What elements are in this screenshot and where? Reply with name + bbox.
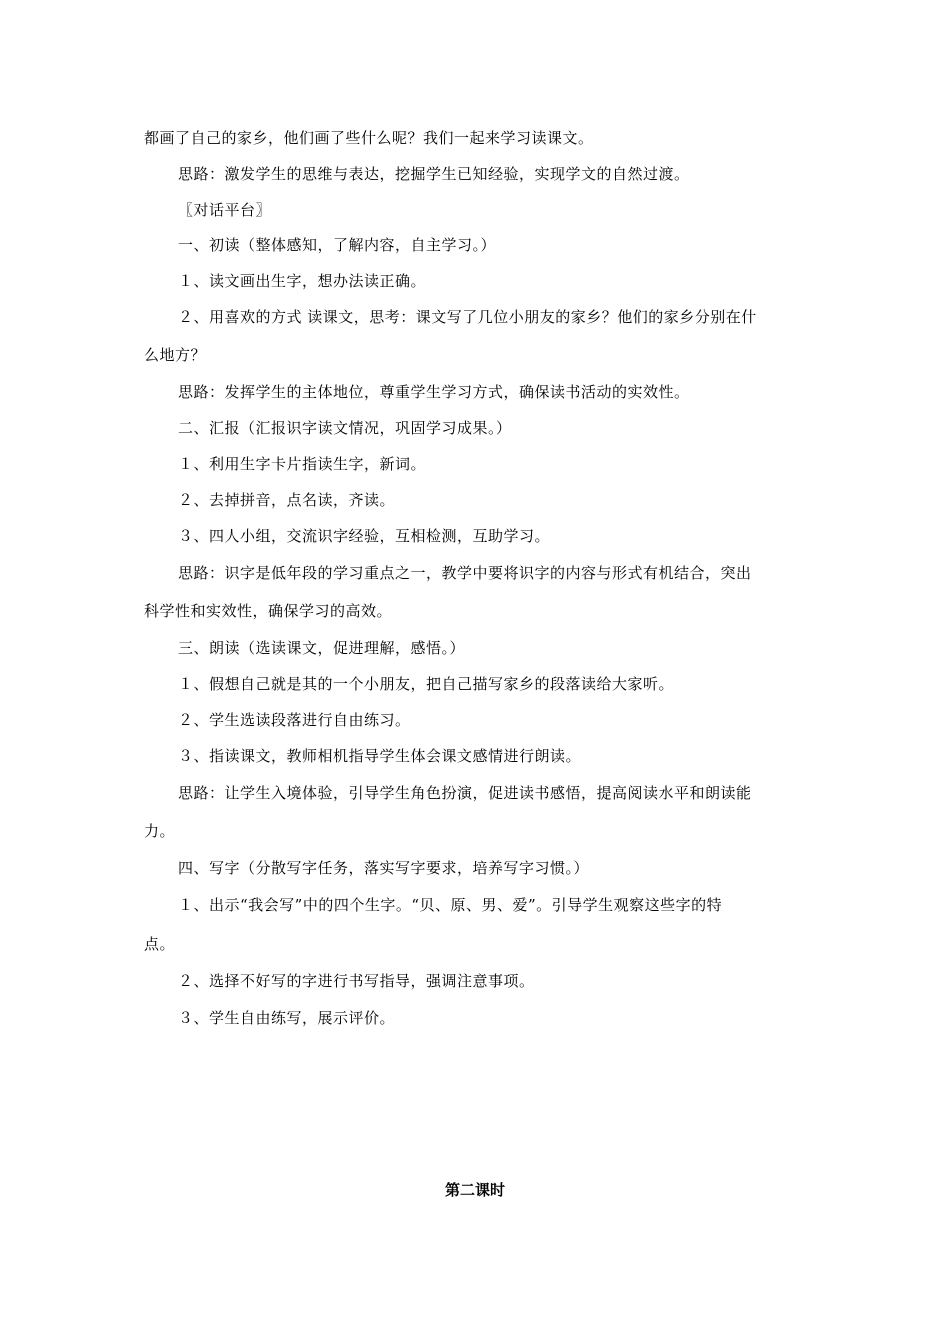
paragraph-line: 四、写字（分散写字任务，落实写字要求，培养写字习惯。）	[178, 859, 590, 877]
paragraph-line: 二、汇报（汇报识字读文情况，巩固学习成果。）	[178, 419, 512, 437]
section-heading: 第二课时	[444, 1181, 505, 1199]
paragraph-line: 思路：发挥学生的主体地位，尊重学生学习方式，确保读书活动的实效性。	[178, 383, 690, 401]
paragraph-line: ２、选择不好写的字进行书写指导，强调注意事项。	[178, 972, 535, 990]
paragraph-line: ３、指读课文，教师相机指导学生体会课文感情进行朗读。	[178, 747, 582, 765]
paragraph-line: 思路：让学生入境体验，引导学生角色扮演，促进读书感悟，提高阅读水平和朗读能	[178, 784, 752, 802]
paragraph-line: 一、初读（整体感知，了解内容，自主学习。）	[178, 236, 497, 254]
paragraph-line: ３、四人小组，交流识字经验，互相检测，互助学习。	[178, 527, 551, 545]
paragraph-line: 〖对话平台〗	[178, 201, 272, 219]
paragraph-line: ２、学生选读段落进行自由练习。	[178, 711, 411, 729]
paragraph-line: 都画了自己的家乡，他们画了些什么呢？我们一起来学习读课文。	[144, 129, 594, 147]
paragraph-line: ２、去掉拼音，点名读，齐读。	[178, 491, 396, 509]
paragraph-line: １、假想自己就是其的一个小朋友，把自己描写家乡的段落读给大家听。	[178, 675, 675, 693]
paragraph-line: 思路：激发学生的思维与表达，挖掘学生已知经验，实现学文的自然过渡。	[178, 165, 690, 183]
paragraph-line: 科学性和实效性，确保学习的高效。	[144, 602, 393, 620]
paragraph-line: ２、用喜欢的方式 读课文，思考：课文写了几位小朋友的家乡？他们的家乡分别在什	[178, 308, 757, 326]
paragraph-line: ３、学生自由练写，展示评价。	[178, 1009, 396, 1027]
paragraph-line: 三、朗读（选读课文，促进理解，感悟。）	[178, 639, 466, 657]
paragraph-line: 力。	[144, 822, 176, 840]
paragraph-line: 么地方？	[144, 346, 207, 364]
paragraph-line: 点。	[144, 935, 176, 953]
paragraph-line: １、出示“我会写”中的四个生字。“贝、原、男、爱”。引导学生观察这些字的特	[178, 896, 723, 914]
paragraph-line: 思路：识字是低年段的学习重点之一，教学中要将识字的内容与形式有机结合，突出	[178, 564, 752, 582]
paragraph-line: １、利用生字卡片指读生字，新词。	[178, 455, 427, 473]
paragraph-line: １、读文画出生字，想办法读正确。	[178, 272, 427, 290]
